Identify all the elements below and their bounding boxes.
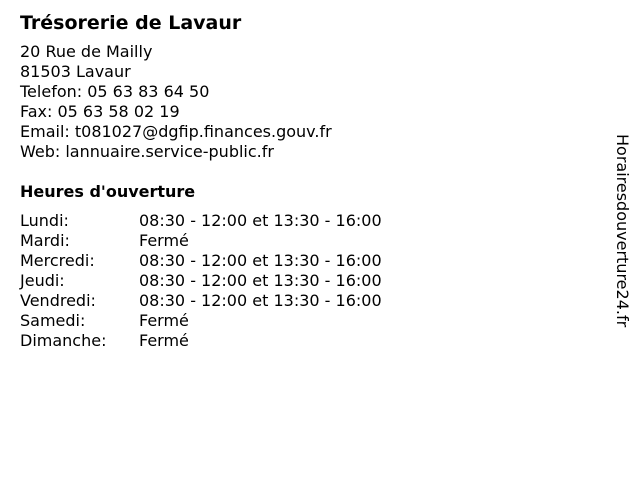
hours-value: 08:30 - 12:00 et 13:30 - 16:00 [139, 211, 382, 230]
hours-row-tuesday [20, 231, 580, 251]
business-name: Trésorerie de Lavaur [20, 12, 242, 34]
hours-value: Fermé [139, 331, 189, 350]
hours-row-sunday [20, 331, 580, 351]
site-watermark: Horairesdouverture24.fr [613, 134, 632, 328]
opening-hours-heading: Heures d'ouverture [20, 182, 196, 201]
hours-value: 08:30 - 12:00 et 13:30 - 16:00 [139, 291, 382, 310]
business-card [20, 10, 580, 351]
hours-row-saturday [20, 311, 580, 331]
hours-row-thursday [20, 271, 580, 291]
hours-value: Fermé [139, 231, 189, 250]
day-label: Samedi: [20, 311, 86, 330]
street-address: 20 Rue de Mailly [20, 42, 153, 61]
opening-hours-table [20, 211, 580, 351]
hours-value: 08:30 - 12:00 et 13:30 - 16:00 [139, 271, 382, 290]
day-label: Mardi: [20, 231, 70, 250]
hours-row-monday [20, 211, 580, 231]
hours-value: 08:30 - 12:00 et 13:30 - 16:00 [139, 251, 382, 270]
day-label: Jeudi: [20, 271, 65, 290]
day-label: Mercredi: [20, 251, 95, 270]
day-label: Dimanche: [20, 331, 107, 350]
city-postal-code: 81503 Lavaur [20, 62, 131, 81]
website: Web: lannuaire.service-public.fr [20, 142, 274, 161]
email-address: Email: t081027@dgfip.finances.gouv.fr [20, 122, 332, 141]
hours-row-wednesday [20, 251, 580, 271]
day-label: Vendredi: [20, 291, 96, 310]
fax-number: Fax: 05 63 58 02 19 [20, 102, 180, 121]
hours-value: Fermé [139, 311, 189, 330]
hours-row-friday [20, 291, 580, 311]
day-label: Lundi: [20, 211, 69, 230]
phone-number: Telefon: 05 63 83 64 50 [20, 82, 210, 101]
